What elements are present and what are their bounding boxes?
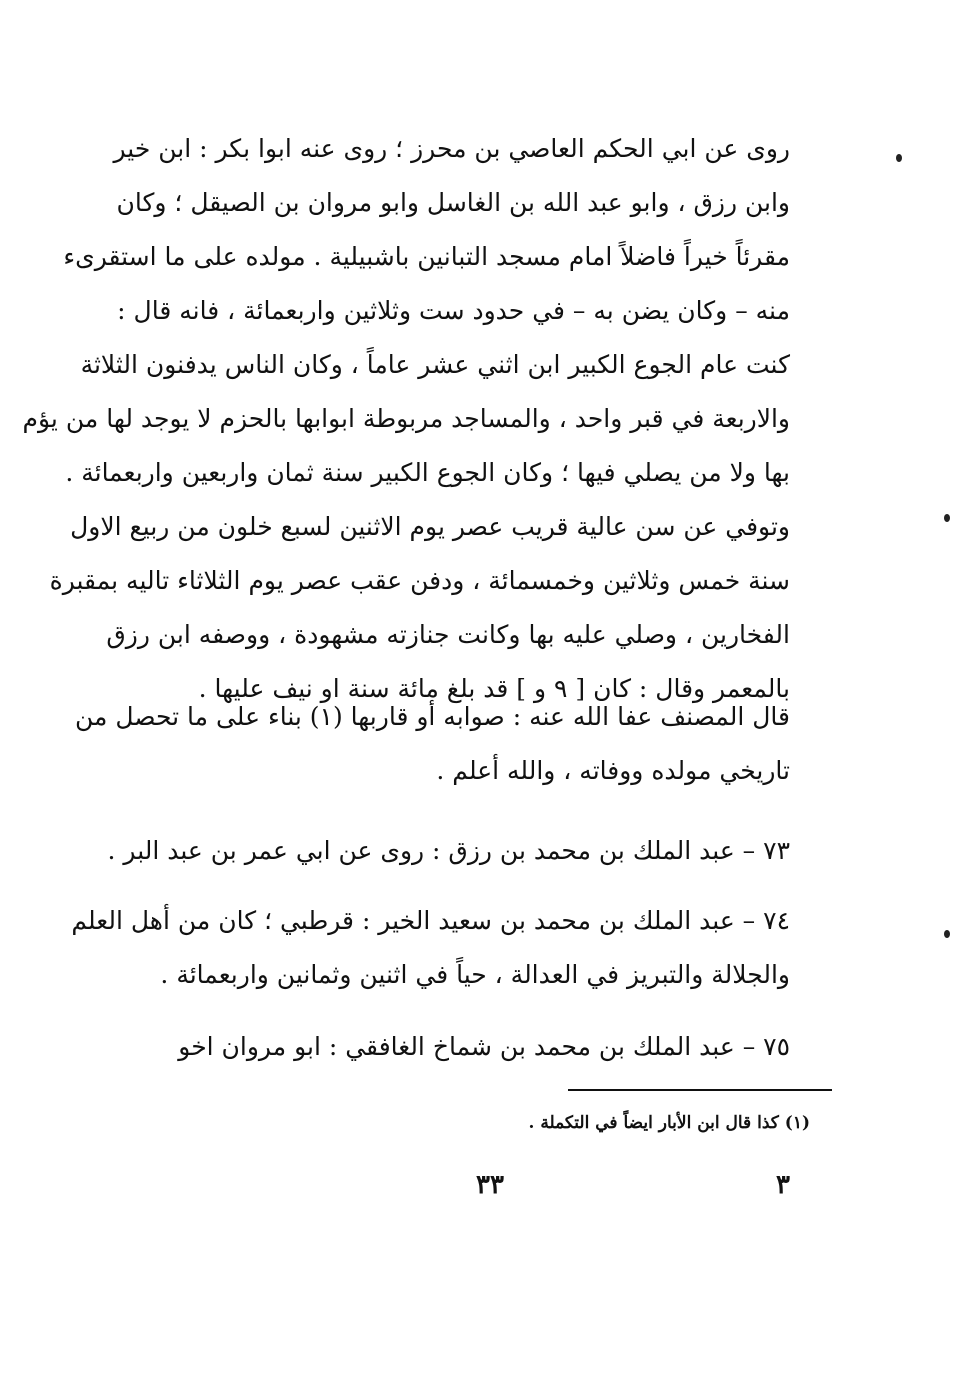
text-line: وابن رزق ، وابو عبد الله بن الغاسل وابو مروان بن الصيقل ؛ وكان bbox=[116, 188, 790, 217]
text-line: وتوفي عن سن عالية قريب عصر يوم الاثنين لسبع خلون من ربيع الاول bbox=[70, 512, 790, 541]
entry-73 bbox=[107, 824, 790, 878]
margin-dot bbox=[896, 154, 902, 162]
text-line: والجلالة والتبريز في العدالة ، حياً في اثنين وثمانين واربعمائة . bbox=[160, 960, 790, 989]
text-line: بها ولا من يصلي فيها ؛ وكان الجوع الكبير سنة ثمان واربعين واربعمائة . bbox=[65, 458, 790, 487]
margin-dot bbox=[944, 930, 950, 938]
text-line: ٧٣ – عبد الملك بن محمد بن رزق : روى عن ابي عمر بن عبد البر . bbox=[107, 836, 790, 865]
footnote-divider bbox=[568, 1089, 832, 1091]
text-line: ٧٥ – عبد الملك بن محمد بن شماخ الغافقي : ابو مروان اخو bbox=[178, 1032, 790, 1061]
text-line: بالمعمر وقال : كان [ ٩ و ] قد بلغ مائة سنة او نيف عليها . bbox=[198, 674, 790, 703]
biography-paragraph bbox=[22, 122, 790, 716]
entry-75 bbox=[165, 1020, 790, 1074]
text-line: سنة خمس وثلاثين وخمسمائة ، ودفن عقب عصر يوم الثلاثاء تاليه بمقبرة bbox=[49, 566, 790, 595]
text-line: منه – وكان يضن به – في حدود ست وثلاثين واربعمائة ، فانه قال : bbox=[117, 296, 790, 325]
text-line: الفخارين ، وصلي عليه بها وكانت جنازته مشهودة ، ووصفه ابن رزق bbox=[106, 620, 790, 649]
text-line: كنت عام الجوع الكبير ابن اثني عشر عاماً ، وكان الناس يدفنون الثلاثة bbox=[80, 350, 790, 379]
margin-dot bbox=[944, 514, 950, 522]
text-line: روى عن ابي الحكم العاصي بن محرز ؛ روى عنه ابوا بكر : ابن خير bbox=[113, 134, 790, 163]
entry-74 bbox=[71, 894, 790, 1002]
signature-number: ٣ bbox=[776, 1170, 790, 1200]
text-line: تاريخي مولده ووفاته ، والله أعلم . bbox=[436, 756, 790, 785]
text-line: والاربعة في قبر واحد ، والمساجد مربوطة ابوابها بالحزم لا يوجد لها من يؤم bbox=[22, 404, 790, 433]
footnote: (١) كذا قال ابن الأبار ايضاً في التكملة . bbox=[528, 1113, 810, 1133]
page-number: ٣٣ bbox=[476, 1170, 504, 1200]
text-line: مقرئاً خيراً فاضلاً امام مسجد التبانين باشبيلية . مولده على ما استقرىء bbox=[63, 242, 790, 271]
text-line: قال المصنف عفا الله عنه : صوابه أو قاربها (١) بناء على ما تحصل من bbox=[74, 702, 790, 731]
author-note-paragraph bbox=[74, 690, 790, 798]
text-line: ٧٤ – عبد الملك بن محمد بن سعيد الخير : قرطبي ؛ كان من أهل العلم bbox=[71, 906, 790, 935]
